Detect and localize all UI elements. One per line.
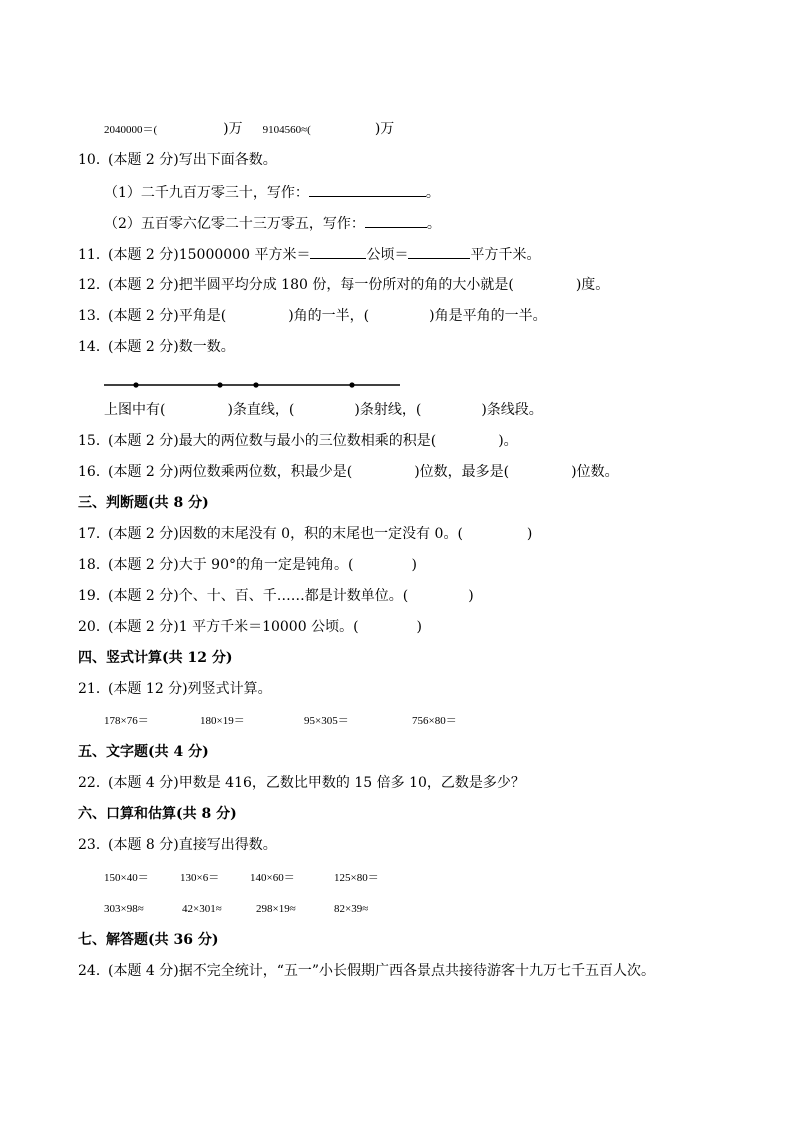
question-text: )位数。: [571, 464, 619, 480]
question-text: 上图中有(: [104, 402, 166, 418]
question-text: (本题 2 分)数一数。: [108, 339, 235, 355]
q24: [78, 961, 655, 981]
question-text: 平方千米。: [470, 247, 541, 263]
sub-question-text: （1）二千九百万零三十，写作：: [104, 185, 309, 201]
q10-sub2: [104, 213, 441, 234]
q23-stem: [78, 835, 277, 855]
question-number: 19．: [78, 588, 110, 604]
question-number: 13．: [78, 308, 110, 324]
question-text: ): [411, 557, 417, 573]
q20: [78, 617, 422, 637]
question-text: )位数，最多是(: [414, 464, 510, 480]
question-text: (本题 2 分)15000000 平方米＝: [108, 247, 311, 263]
answer-blank[interactable]: [408, 244, 470, 259]
q13: [78, 306, 547, 326]
q12: [78, 275, 609, 295]
answer-blank[interactable]: [309, 182, 426, 197]
q9-part-a: 2040000＝(: [104, 124, 158, 136]
question-number: 22．: [78, 775, 110, 791]
q10-sub1: [104, 182, 440, 203]
question-text: (本题 4 分)甲数是 416，乙数比甲数的 15 倍多 10，乙数是多少？: [108, 775, 525, 791]
question-text: (本题 4 分)据不完全统计，“五一”小长假期广西各景点共接待游客十九万七千五百人次。: [108, 963, 656, 979]
calc-item: 756×80＝: [412, 715, 457, 727]
line-figure: [104, 377, 404, 393]
q9-part-a-close: )万: [223, 121, 243, 137]
calc-item: 42×301≈: [182, 903, 222, 915]
q14-answer: [104, 400, 543, 420]
q9-continuation: [104, 119, 394, 140]
question-number: 17．: [78, 526, 110, 542]
figure-point: [253, 382, 258, 387]
calc-item: 298×19≈: [256, 903, 296, 915]
sub-question-text: （2）五百零六亿零二十三万零五，写作：: [104, 216, 365, 232]
question-number: 23．: [78, 837, 110, 853]
q23-row2: [104, 899, 414, 919]
question-text: )条射线，(: [354, 402, 422, 418]
question-number: 11．: [78, 247, 110, 263]
calc-item: 125×80＝: [334, 872, 379, 884]
calc-item: 130×6＝: [180, 872, 220, 884]
question-text: )条线段。: [481, 402, 543, 418]
calc-item: 178×76＝: [104, 715, 149, 727]
question-number: 15．: [78, 433, 110, 449]
answer-blank[interactable]: [310, 244, 366, 259]
question-text: 公顷＝: [366, 247, 409, 263]
period: 。: [426, 216, 441, 232]
question-number: 14．: [78, 339, 110, 355]
question-number: 20．: [78, 619, 110, 635]
section-heading: 七、解答题(共 36 分): [78, 932, 219, 948]
q15: [78, 431, 518, 451]
section-heading: 六、口算和估算(共 8 分): [78, 806, 237, 822]
calc-item: 303×98≈: [104, 903, 144, 915]
question-text: (本题 2 分)个、十、百、千……都是计数单位。(: [108, 588, 409, 604]
answer-blank[interactable]: [365, 213, 427, 228]
calc-item: 95×305＝: [304, 715, 349, 727]
question-text: (本题 2 分)写出下面各数。: [108, 152, 277, 168]
figure-point: [217, 382, 222, 387]
question-number: 18．: [78, 557, 110, 573]
q9-part-b-close: )万: [374, 121, 395, 137]
q19: [78, 586, 474, 606]
calc-item: 150×40＝: [104, 872, 149, 884]
question-text: )。: [498, 433, 518, 449]
figure-point: [349, 382, 354, 387]
question-text: )角的一半，(: [288, 308, 370, 324]
period: 。: [425, 185, 440, 201]
q22: [78, 773, 525, 793]
question-text: ): [526, 526, 533, 542]
q11: [78, 244, 540, 265]
section-heading: 五、文字题(共 4 分): [78, 744, 209, 760]
question-number: 21．: [78, 681, 110, 697]
question-text: (本题 2 分)大于 90°的角一定是钝角。(: [108, 557, 354, 573]
q17: [78, 524, 532, 544]
question-text: )度。: [575, 277, 610, 293]
question-text: ): [468, 588, 474, 604]
question-text: (本题 2 分)最大的两位数与最小的三位数相乘的积是(: [108, 433, 437, 449]
question-number: 10．: [78, 152, 110, 168]
question-text: (本题 12 分)列竖式计算。: [108, 681, 272, 697]
q14-stem: [78, 337, 235, 357]
figure-point: [133, 382, 138, 387]
question-number: 16．: [78, 464, 110, 480]
question-text: (本题 2 分)把半圆平均分成 180 份，每一份所对的角的大小就是(: [108, 277, 514, 293]
q16: [78, 462, 619, 482]
q21-items: [104, 711, 492, 731]
question-number: 12．: [78, 277, 110, 293]
q21-stem: [78, 679, 272, 699]
question-text: (本题 8 分)直接写出得数。: [108, 837, 277, 853]
section-heading: 四、竖式计算(共 12 分): [78, 650, 233, 666]
calc-item: 82×39≈: [334, 903, 369, 915]
question-text: (本题 2 分)平角是(: [108, 308, 227, 324]
question-text: (本题 2 分)1 平方千米＝10000 公顷。(: [108, 619, 359, 635]
question-text: )条直线，(: [227, 402, 295, 418]
question-number: 24．: [78, 963, 110, 979]
q9-part-b: 9104560≈(: [262, 124, 311, 136]
section-heading: 三、判断题(共 8 分): [78, 495, 209, 511]
question-text: ): [416, 619, 423, 635]
q23-row1: [104, 868, 414, 888]
q10-stem: [78, 150, 277, 170]
calc-item: 140×60＝: [250, 872, 295, 884]
calc-item: 180×19＝: [200, 715, 245, 727]
q18: [78, 555, 417, 575]
question-text: )角是平角的一半。: [429, 308, 547, 324]
question-text: (本题 2 分)因数的末尾没有 0，积的末尾也一定没有 0。(: [108, 526, 463, 542]
question-text: (本题 2 分)两位数乘两位数，积最少是(: [108, 464, 353, 480]
